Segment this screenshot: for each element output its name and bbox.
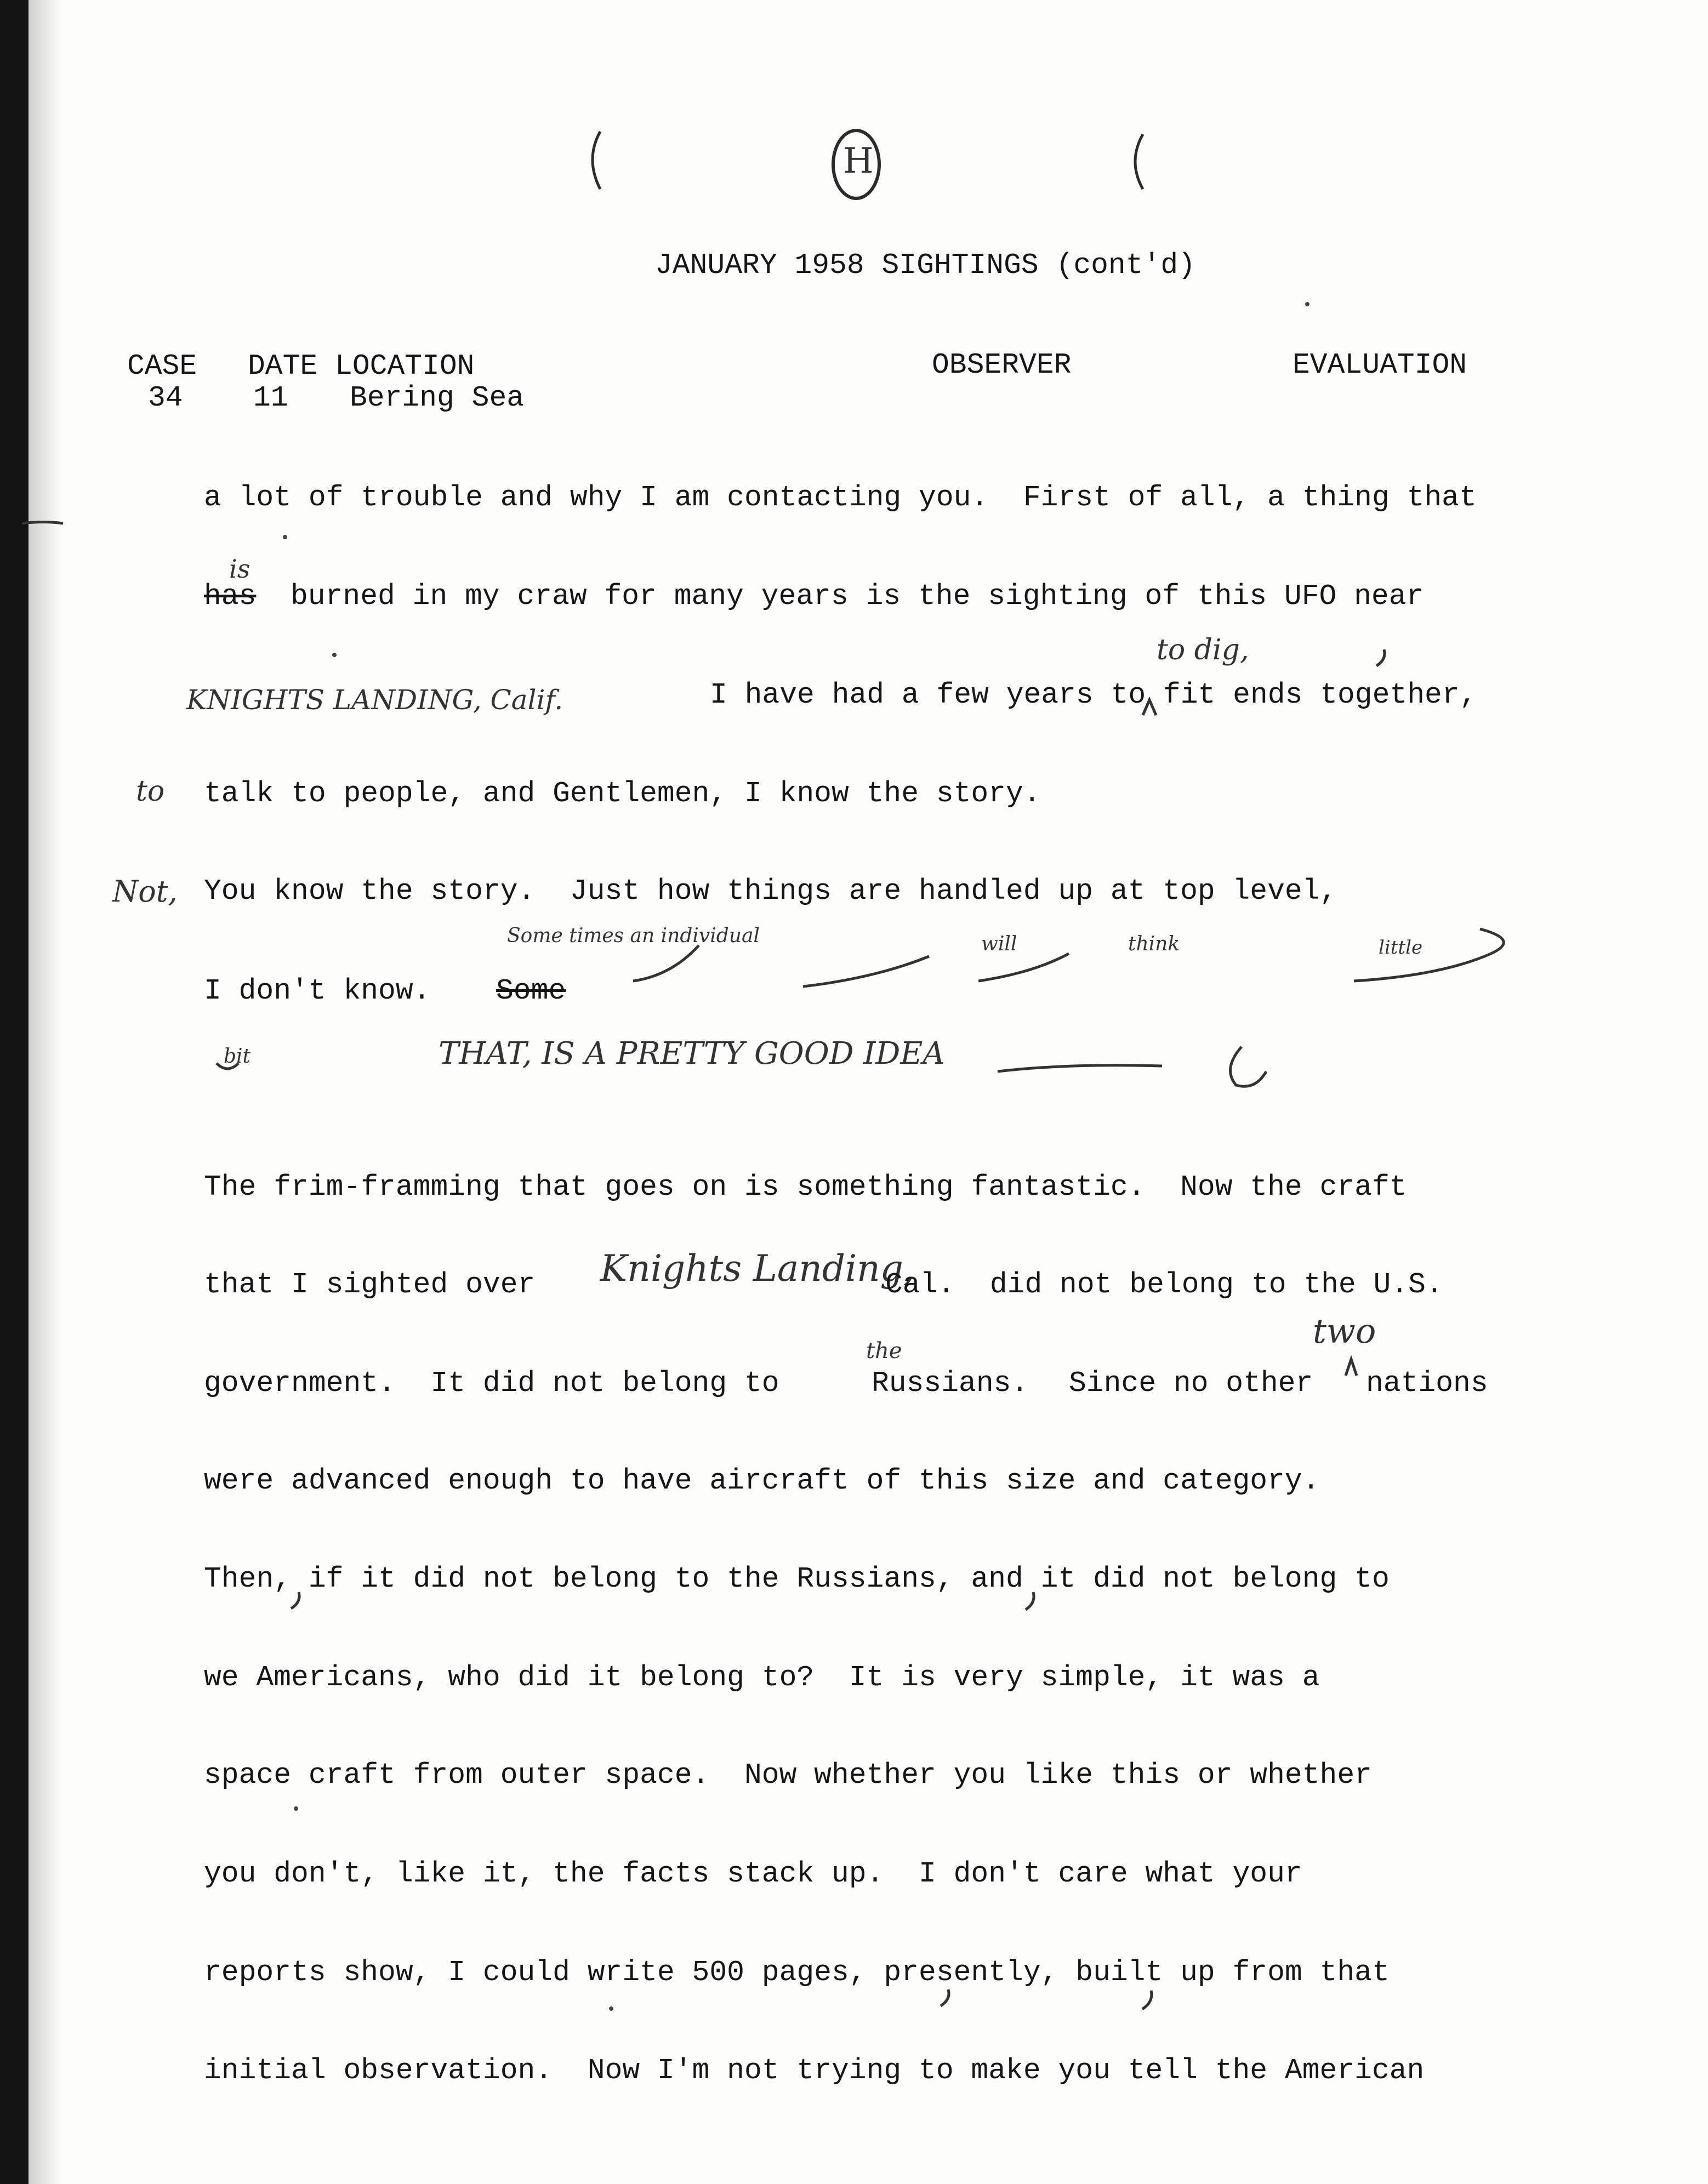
body-line: were advanced enough to have aircraft of this size and category. xyxy=(204,1464,1320,1497)
underline-stroke xyxy=(1354,929,1504,981)
body-line: burned in my craw for many years is the sighting of this UFO near xyxy=(291,580,1424,613)
handwritten-place-name: KNIGHTS LANDING, Calif. xyxy=(186,684,563,716)
body-line: Since no other xyxy=(1069,1367,1313,1400)
body-line: talk to people, and Gentlemen, I know the story. xyxy=(204,777,1041,810)
underline-stroke xyxy=(803,956,929,986)
handwritten-insert: is xyxy=(229,554,250,584)
scribble-stroke xyxy=(1231,1047,1266,1086)
speck xyxy=(294,1806,298,1811)
speck xyxy=(283,535,287,539)
body-line: Russians. xyxy=(872,1367,1029,1400)
body-line: Cal. did not belong to the U.S. xyxy=(885,1268,1443,1301)
right-paren-mark xyxy=(1135,134,1143,189)
underline-stroke xyxy=(998,1065,1162,1071)
body-line: Then, if it did not belong to the Russians, and it did not belong to xyxy=(204,1563,1390,1595)
handwritten-insert: the xyxy=(866,1338,902,1364)
body-line: a lot of trouble and why I am contacting you. First of all, a thing that xyxy=(204,481,1477,514)
handwritten-prefix: to xyxy=(136,775,165,808)
handwritten-sentence: THAT, IS A PRETTY GOOD IDEA xyxy=(439,1036,945,1071)
column-header-evaluation: EVALUATION xyxy=(1293,349,1467,381)
margin-dash xyxy=(22,522,63,524)
body-line: initial observation. Now I'm not trying to make you tell the American xyxy=(204,2054,1425,2087)
handwritten-insert: will xyxy=(981,933,1017,955)
caret-mark xyxy=(1346,1359,1357,1376)
handwritten-place-name: Knights Landing, xyxy=(600,1247,915,1290)
underline-stroke xyxy=(633,945,699,981)
struck-word: has xyxy=(204,580,257,613)
comma-mark xyxy=(941,1989,949,2006)
body-line: that I sighted over xyxy=(204,1268,536,1301)
comma-mark xyxy=(1142,1991,1152,2009)
body-line: reports show, I could write 500 pages, presently, built up from that xyxy=(204,1956,1390,1989)
body-line: we Americans, who did it belong to? It is very simple, it was a xyxy=(204,1661,1320,1694)
left-paren-mark xyxy=(593,132,600,189)
body-line: The frim-framming that goes on is something fantastic. Now the craft xyxy=(204,1171,1407,1204)
body-line: you don't, like it, the facts stack up. I don't care what your xyxy=(204,1857,1302,1890)
body-line: I have had a few years to fit ends together, xyxy=(710,678,1477,711)
handwritten-insert: think xyxy=(1128,933,1180,955)
body-line: space craft from outer space. Now whether you like this or whether xyxy=(204,1759,1372,1792)
column-header-case: CASE xyxy=(127,350,197,383)
body-line: nations xyxy=(1366,1367,1488,1400)
speck xyxy=(332,653,337,657)
body-line: You know the story. Just how things are handled up at top level, xyxy=(204,875,1337,908)
handwritten-insert: bit xyxy=(224,1045,251,1068)
comma-mark xyxy=(1376,649,1385,666)
page-title: JANUARY 1958 SIGHTINGS (cont'd) xyxy=(655,249,1195,282)
handwritten-insert: little xyxy=(1379,937,1423,959)
page-mark: H xyxy=(843,141,874,181)
column-header-date-location: DATE LOCATION xyxy=(248,350,475,383)
case-location: Bering Sea xyxy=(350,381,525,414)
body-line: government. It did not belong to xyxy=(204,1367,779,1400)
handwritten-insert: Some times an individual xyxy=(507,925,760,947)
case-date: 11 xyxy=(253,381,288,414)
handwritten-prefix: Not, xyxy=(112,874,178,909)
body-line: I don't know. xyxy=(204,974,431,1007)
speck xyxy=(1305,302,1310,306)
case-number: 34 xyxy=(148,381,183,414)
column-header-observer: OBSERVER xyxy=(932,349,1072,381)
handwritten-insert: two xyxy=(1313,1311,1376,1351)
speck xyxy=(609,2006,613,2011)
handwritten-insert: to dig, xyxy=(1157,634,1249,666)
underline-stroke xyxy=(978,954,1069,981)
struck-word: Some xyxy=(496,974,566,1007)
